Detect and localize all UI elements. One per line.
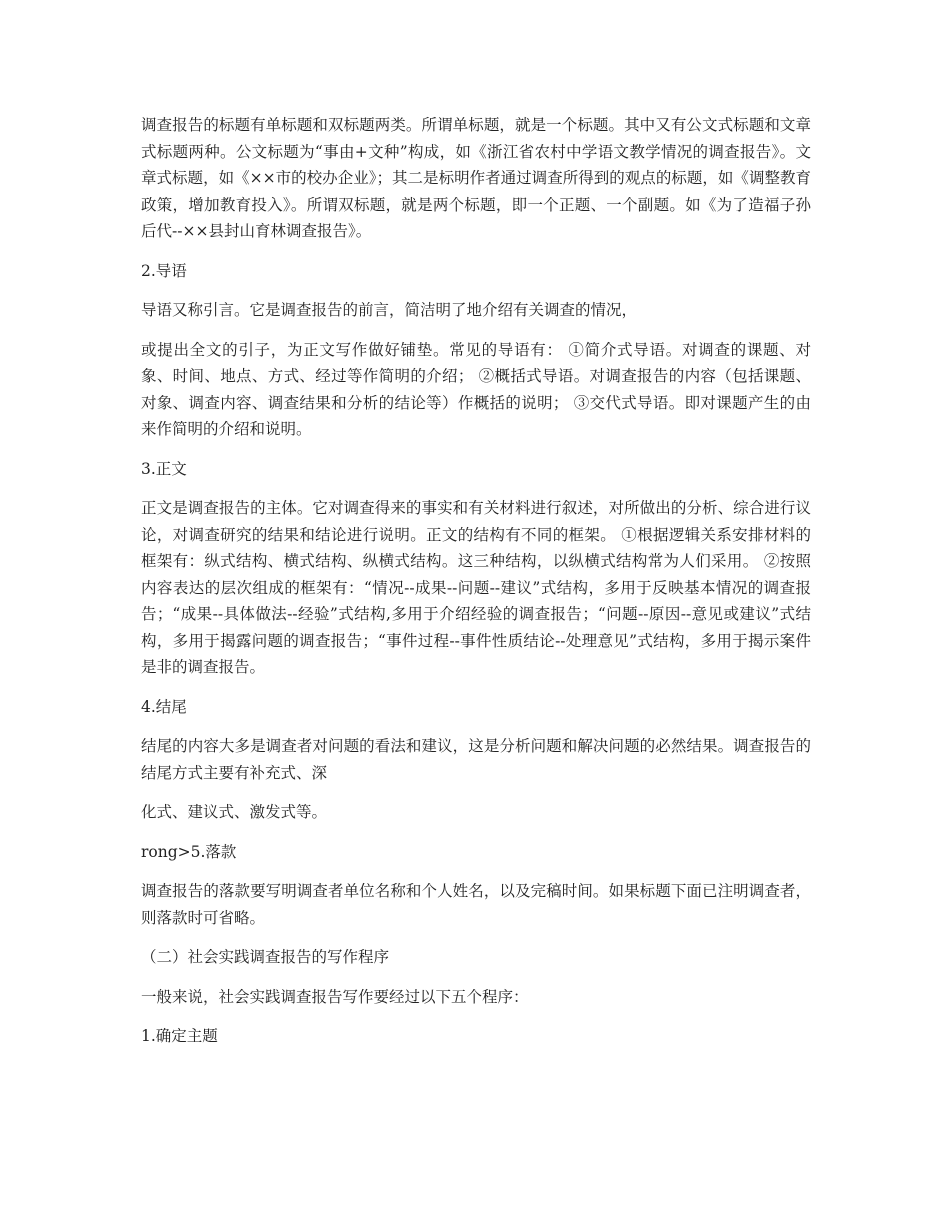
- paragraph-title-types: 调查报告的标题有单标题和双标题两类。所谓单标题，就是一个标题。其中又有公文式标题和文章式标题两种。公文标题为“事由+文种”构成，如《浙江省农村中学语文教学情况的调查报告》。文章式标题，如《××市的校办企业》；其二是标明作者通过调查所得到的观点的标题，如《调整教育政策，增加教育投入》。所谓双标题，就是两个标题，即一个正题、一个副题。如《为了造福子孙后代--××县封山育林调查报告》。: [141, 116, 811, 240]
- paragraph-lead-types: 或提出全文的引子，为正文写作做好铺垫。常见的导语有： ①简介式导语。对调查的课题、对象、时间、地点、方式、经过等作简明的介绍； ②概括式导语。对调查报告的内容（包括课题、对象、调查内容、调查结果和分析的结论等）作概括的说明； ③交代式导语。即对课题产生的由来作简明的介绍和说明。: [141, 340, 811, 438]
- heading-ending: 4.结尾: [141, 697, 187, 716]
- heading-writing-procedure: （二）社会实践调查报告的写作程序: [141, 948, 390, 966]
- heading-lead: 2.导语: [141, 261, 187, 280]
- paragraph-procedure-intro: 一般来说，社会实践调查报告写作要经过以下五个程序：: [141, 987, 529, 1006]
- heading-signature: rong>5.落款: [141, 842, 237, 861]
- paragraph-ending-continued: 化式、建议式、激发式等。: [141, 803, 328, 821]
- document-body: [141, 112, 811, 1063]
- heading-body: 3.正文: [141, 459, 187, 478]
- heading-determine-theme: 1.确定主题: [141, 1027, 218, 1045]
- paragraph-lead-intro: 导语又称引言。它是调查报告的前言，简洁明了地介绍有关调查的情况，: [141, 301, 638, 319]
- paragraph-ending-content: 结尾的内容大多是调查者对问题的看法和建议，这是分析问题和解决问题的必然结果。调查报告的结尾方式主要有补充式、深: [141, 737, 811, 782]
- paragraph-body-structure: 正文是调查报告的主体。它对调查得来的事实和有关材料进行叙述，对所做出的分析、综合进行议论，对调查研究的结果和结论进行说明。正文的结构有不同的框架。 ①根据逻辑关系安排材料的框架有：纵式结构、横式结构、纵横式结构。这三种结构，以纵横式结构常为人们采用。 ②按照内容表达的层次组成的框架有：“情况--成果--问题--建议”式结构，多用于反映基本情况的调查报告；“成果--具体做法--经验”式结构,多用于介绍经验的调查报告；“问题--原因--意见或建议”式结构，多用于揭露问题的调查报告；“事件过程--事件性质结论--处理意见”式结构，多用于揭示案件是非的调查报告。: [141, 499, 811, 676]
- paragraph-signature: 调查报告的落款要写明调查者单位名称和个人姓名，以及完稿时间。如果标题下面已注明调查者，则落款时可省略。: [141, 882, 811, 927]
